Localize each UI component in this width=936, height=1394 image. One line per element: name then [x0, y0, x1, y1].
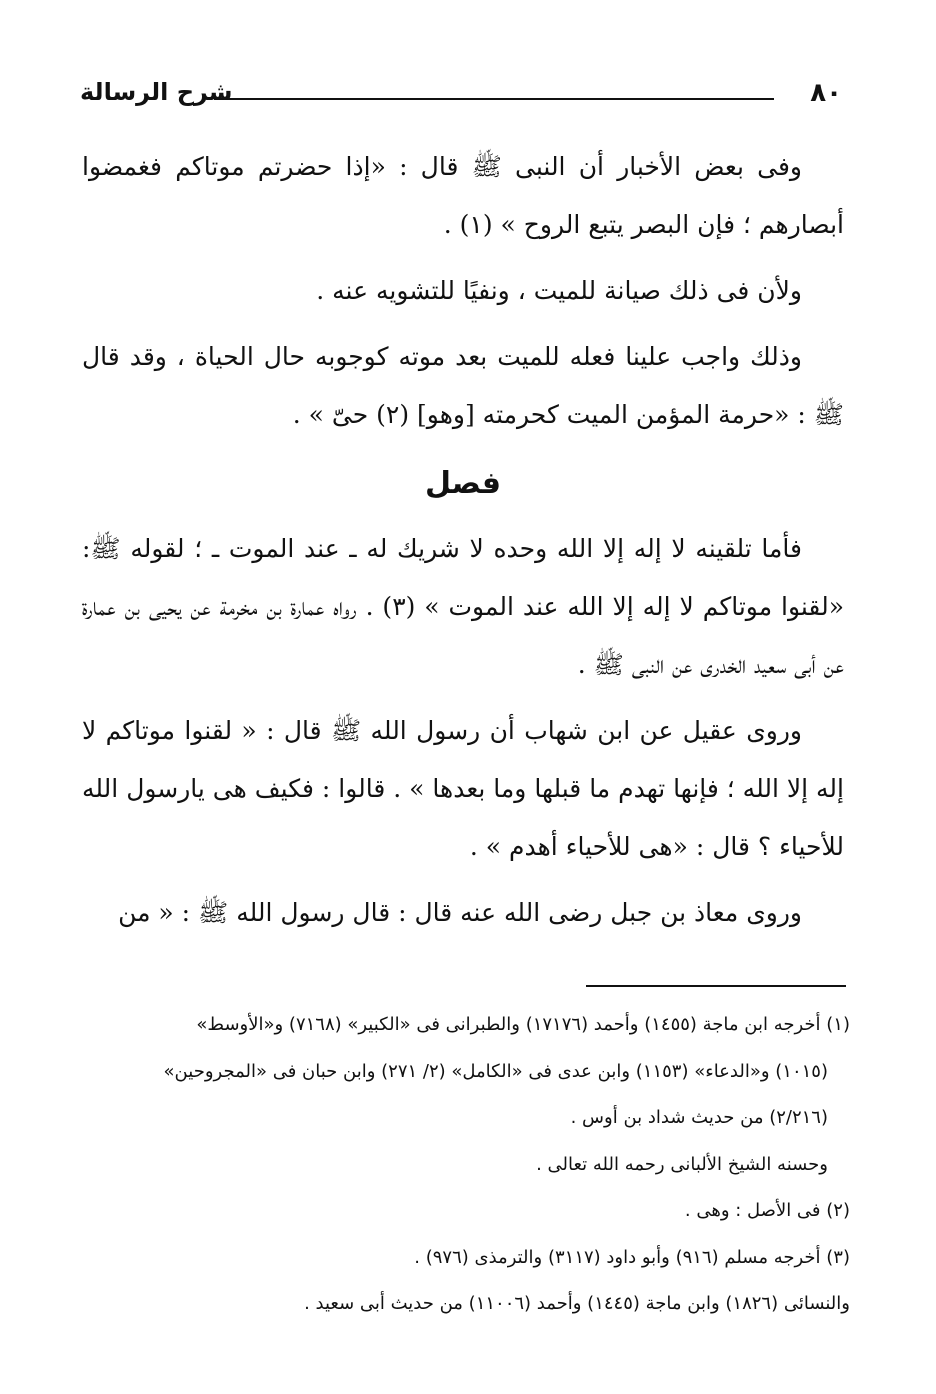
- footnote-line: (١) أخرجه ابن ماجة (١٤٥٥) وأحمد (١٧١٧٦) والطبرانى فى «الكبير» (٧١٦٨) و«الأوسط»: [196, 1014, 850, 1035]
- section-heading: فصل: [425, 466, 501, 501]
- paragraph: فأما تلقينه لا إله إلا الله وحده لا شريك له ـ عند الموت ـ ؛ لقوله ﷺ: «لقنوا موتاكم لا إله إلا الله عند الموت » (٣) . رواه عمارة بن مخرمة عن يحيى بن عمارة عن أبى سعيد الخدرى عن النبى ﷺ .: [82, 534, 844, 679]
- footnote-line: (٢) فى الأصل : وهى .: [684, 1200, 850, 1221]
- footnote-line: (٢/٢١٦) من حديث شداد بن أوس .: [570, 1107, 828, 1128]
- footnote-rule: [586, 985, 846, 987]
- footnote-line: (١٠١٥) و«الدعاء» (١١٥٣) وابن عدى فى «الكامل» (٢/ ٢٧١) وابن حبان فى «المجروحين»: [163, 1060, 828, 1082]
- footnotes: [80, 1002, 850, 1328]
- page-number: ٨٠: [810, 78, 842, 108]
- running-title: شرح الرسالة: [80, 78, 233, 106]
- footnote-line: (٣) أخرجه مسلم (٩١٦) وأبو داود (٣١١٧) والترمذى (٩٧٦) .: [414, 1246, 850, 1268]
- footnote-line: والنسائى (١٨٢٦) وابن ماجة (١٤٤٥) وأحمد (١١٠٠٦) من حديث أبى سعيد .: [304, 1293, 850, 1314]
- paragraph: وروى معاذ بن جبل رضى الله عنه قال : قال رسول الله ﷺ : « من: [118, 898, 802, 927]
- page-header: [80, 78, 850, 118]
- paragraph: وفى بعض الأخبار أن النبى ﷺ قال : «إذا حضرتم موتاكم فغمضوا أبصارهم ؛ فإن البصر يتبع الروح » (١) .: [82, 152, 844, 239]
- main-text: [82, 138, 844, 950]
- footnote-line: وحسنه الشيخ الألبانى رحمه الله تعالى .: [536, 1153, 828, 1175]
- paragraph: وذلك واجب علينا فعله للميت بعد موته كوجوبه حال الحياة ، وقد قال ﷺ : «حرمة المؤمن الميت كحرمته [وهو] (٢) حىّ » .: [82, 342, 844, 429]
- paragraph: وروى عقيل عن ابن شهاب أن رسول الله ﷺ قال : « لقنوا موتاكم لا إله إلا الله ؛ فإنها تهدم ما قبلها وما بعدها » . قالوا : فكيف هى يارسول الله للأحياء ؟ قال : «هى للأحياء أهدم » .: [82, 716, 844, 861]
- paragraph: ولأن فى ذلك صيانة للميت ، ونفيًا للتشويه عنه .: [316, 276, 802, 305]
- header-rule: [214, 98, 774, 100]
